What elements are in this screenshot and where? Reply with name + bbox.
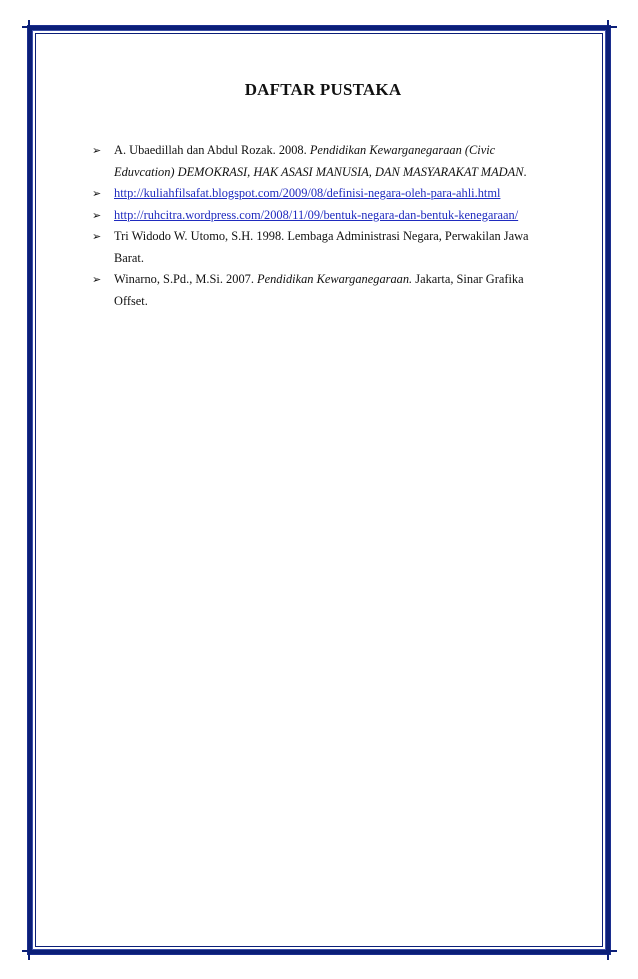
reference-item (92, 140, 542, 183)
arrow-bullet-icon: ➢ (92, 208, 102, 222)
reference-book-title: Pendidikan Kewarganegaraan. (257, 272, 413, 286)
reference-author: A. Ubaedillah dan Abdul Rozak. 2008. (114, 143, 310, 157)
reference-list (92, 140, 542, 312)
reference-tail: . (523, 164, 527, 179)
arrow-bullet-icon: ➢ (92, 230, 102, 243)
reference-link[interactable]: http://ruhcitra.wordpress.com/2008/11/09/bentuk-negara-dan-bentuk-kenegaraan/ (114, 207, 519, 222)
reference-item (92, 269, 542, 312)
arrow-bullet-icon: ➢ (92, 144, 102, 157)
reference-book-title: Pendidikan Kewarganegaraan (Civic Eduvcation) DEMOKRASI, HAK ASASI MANUSIA, DAN MASYARAKAT MADAN (114, 143, 524, 179)
arrow-bullet-icon: ➢ (92, 187, 102, 200)
reference-author: Winarno, S.Pd., M.Si. 2007. (114, 272, 258, 286)
page-title: DAFTAR PUSTAKA (244, 80, 402, 99)
corner-ornament (601, 20, 617, 36)
corner-ornament (601, 944, 617, 960)
reference-text: Tri Widodo W. Utomo, S.H. 1998. Lembaga Administrasi Negara, Perwakilan Jawa Barat. (114, 229, 529, 265)
corner-ornament (22, 944, 38, 960)
corner-ornament (22, 20, 38, 36)
reference-tail: Jakarta, Sinar Grafika Offset. (114, 272, 524, 308)
arrow-bullet-icon: ➢ (92, 273, 102, 286)
reference-item (92, 226, 542, 269)
reference-item (92, 205, 542, 227)
reference-link[interactable]: http://kuliahfilsafat.blogspot.com/2009/08/definisi-negara-oleh-para-ahli.html (114, 186, 501, 200)
reference-item (92, 183, 542, 205)
